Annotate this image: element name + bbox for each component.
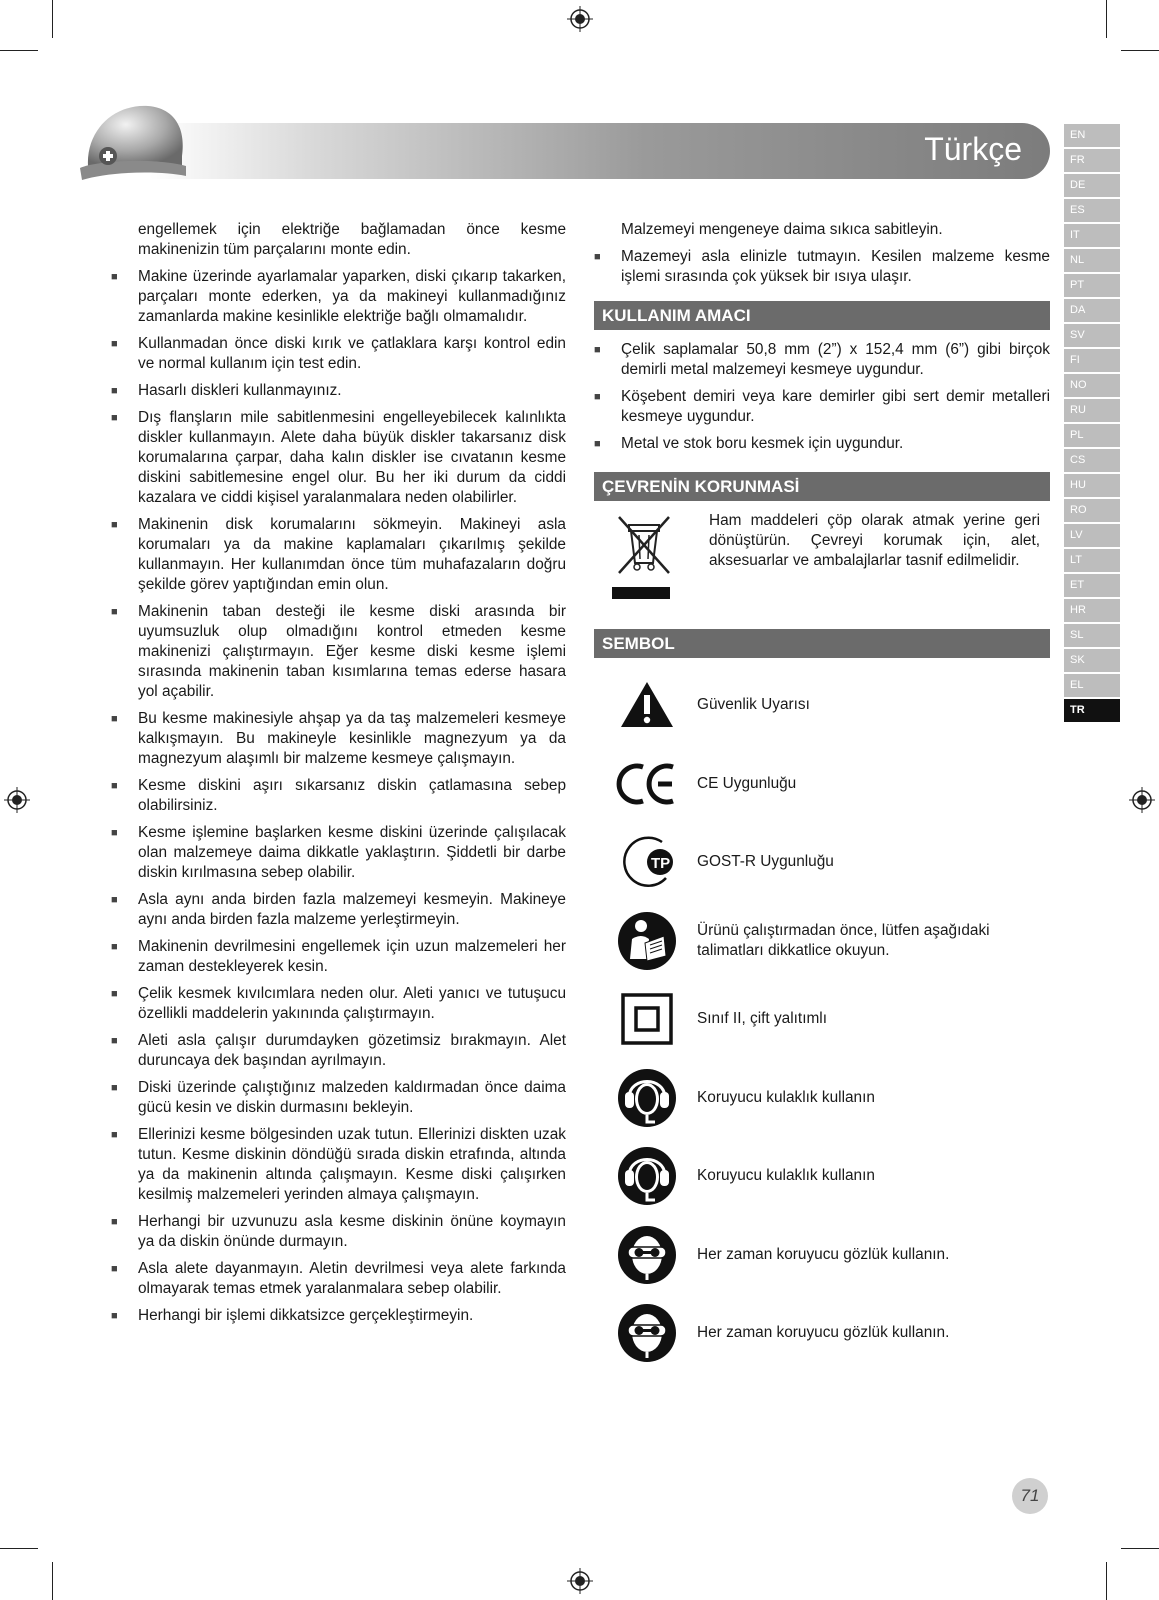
symbol-label: Koruyucu kulaklık kullanın bbox=[697, 1088, 875, 1106]
environment-block bbox=[594, 511, 1050, 607]
list-item: ■ Diski üzerinde çalıştığınız malzeden kaldırmadan önce daima gücü kesin ve diskin durmasını bekleyin. bbox=[111, 1078, 566, 1118]
symbol-list bbox=[594, 666, 1050, 1373]
symbol-row bbox=[594, 1216, 1050, 1295]
list-item: ■ Bu kesme makinesiyle ahşap ya da taş malzemeleri kesmeye kalkışmayın. Bu makineyle kesinlikle magnezyum ya da magnezyum alaşımlı bir malzeme kesmeye çalışmayın. bbox=[111, 709, 566, 769]
language-tab-pt[interactable]: PT bbox=[1064, 274, 1120, 297]
language-tab-tr[interactable]: TR bbox=[1064, 699, 1120, 722]
crop-mark bbox=[52, 0, 53, 38]
list-item: ■ Herhangi bir işlemi dikkatsizce gerçekleştirmeyin. bbox=[111, 1306, 566, 1326]
symbol-label: Sınıf II, çift yalıtımlı bbox=[697, 1010, 827, 1028]
usage-item: ■ Metal ve stok boru kesmek için uygundur. bbox=[594, 434, 1050, 454]
crop-mark bbox=[52, 1562, 53, 1600]
language-tab-hu[interactable]: HU bbox=[1064, 474, 1120, 497]
ear-protection-icon bbox=[612, 1063, 682, 1133]
symbol-label: CE Uygunluğu bbox=[697, 774, 797, 792]
list-item: ■ Makine üzerinde ayarlamalar yaparken, diski çıkarıp takarken, parçaları monte ederken, ya da makineyi kullanmadığınız zamanlarda makine kesinlikle elektriğe bağlı olmamalıdır. bbox=[111, 267, 566, 327]
symbol-row bbox=[594, 823, 1050, 902]
usage-heading: KULLANIM AMACI bbox=[594, 301, 1050, 330]
registration-mark-icon bbox=[1129, 787, 1155, 813]
weee-bin-icon bbox=[606, 511, 696, 607]
crop-mark bbox=[1121, 50, 1159, 51]
page-title: Türkçe bbox=[924, 131, 1022, 167]
language-tab-da[interactable]: DA bbox=[1064, 299, 1120, 322]
language-tab-et[interactable]: ET bbox=[1064, 574, 1120, 597]
symbol-label: GOST-R Uygunluğu bbox=[697, 853, 834, 871]
list-item: ■ Hasarlı diskleri kullanmayınız. bbox=[111, 381, 566, 401]
svg-text:ТР: ТР bbox=[651, 855, 671, 873]
symbol-row bbox=[594, 666, 1050, 745]
symbol-label: Koruyucu kulaklık kullanın bbox=[697, 1167, 875, 1185]
crop-mark bbox=[1106, 0, 1107, 38]
symbol-row bbox=[594, 745, 1050, 824]
symbol-row bbox=[594, 1137, 1050, 1216]
language-tab-en[interactable]: EN bbox=[1064, 124, 1120, 147]
language-tab-fi[interactable]: FI bbox=[1064, 349, 1120, 372]
list-item: ■ Makinenin taban desteği ile kesme diski arasında bir uyumsuzluk olup olmadığını kontrol etmeden kesme makinenizi çalıştırmayın. Eğer kesme diski kesme işlemi sırasında makinenin taban kısımlarına temas ederse hasara yol açabilir. bbox=[111, 602, 566, 702]
registration-mark-icon bbox=[567, 6, 593, 32]
left-column bbox=[111, 220, 566, 1333]
list-item: ■ Asla alete dayanmayın. Aletin devrilmesi veya alete farkında olmayarak temas etmek yaralanmalara sebep olabilir. bbox=[111, 1259, 566, 1299]
language-tab-no[interactable]: NO bbox=[1064, 374, 1120, 397]
list-item: ■ Çelik kesmek kıvılcımlara neden olur. Aleti yanıcı ve tutuşucu özellikli maddelerin yakınında çalıştırmayın. bbox=[111, 984, 566, 1024]
ear-protection-icon bbox=[612, 1141, 682, 1211]
language-tab-sk[interactable]: SK bbox=[1064, 649, 1120, 672]
list-item: ■ Kesme işlemine başlarken kesme diskini üzerinde çalışılacak olan malzemeye daima dikkatle yaklaştırın. Şiddetli bir darbe diskin kırılmasına sebep olabilir. bbox=[111, 823, 566, 883]
usage-item: ■ Köşebent demiri veya kare demirler gibi sert demir metalleri kesmeye uygundur. bbox=[594, 387, 1050, 427]
crop-mark bbox=[1121, 1548, 1159, 1549]
list-item: ■ Herhangi bir uzvunuzu asla kesme diskinin önüne koymayın ya da diskin önünde durmayın. bbox=[111, 1212, 566, 1252]
language-tab-fr[interactable]: FR bbox=[1064, 149, 1120, 172]
list-item: ■ Makinenin devrilmesini engellemek için uzun malzemeleri her zaman destekleyerek kesin. bbox=[111, 937, 566, 977]
right-column bbox=[594, 220, 1050, 1373]
crop-mark bbox=[0, 50, 38, 51]
list-item: ■ Ellerinizi kesme bölgesinden uzak tutun. Ellerinizi diskten uzak tutun. Kesme diskinin döndüğü sırada diskin etrafında, altında ya da makinenin altında çalışmayın. Kesme diski çalışırken kesilmiş malzemeleri yerinden almaya çalışmayın. bbox=[111, 1125, 566, 1205]
usage-item: ■ Çelik saplamalar 50,8 mm (2”) x 152,4 mm (6”) gibi birçok demirli metal malzemeyi kesmeye uygundur. bbox=[594, 340, 1050, 380]
list-item: engellemek için elektriğe bağlamadan önce kesme makinenizin tüm parçalarını monte edin. bbox=[138, 221, 566, 258]
list-item: ■ Makinenin disk korumalarını sökmeyin. Makineyi asla korumaları ya da makine kaplamaları çıkarılmış şekilde kullanmayın. Her kullanımdan önce tüm muhafazaların doğru şekilde görev yaptığından emin olun. bbox=[111, 515, 566, 595]
language-tab-hr[interactable]: HR bbox=[1064, 599, 1120, 622]
eye-protection-icon bbox=[612, 1298, 682, 1368]
language-tab-cs[interactable]: CS bbox=[1064, 449, 1120, 472]
registration-mark-icon bbox=[567, 1568, 593, 1594]
registration-mark-icon bbox=[4, 787, 30, 813]
list-item: ■ Asla aynı anda birden fazla malzemeyi kesmeyin. Makineye aynı anda birden fazla malzeme yerleştirmeyin. bbox=[111, 890, 566, 930]
language-tab-es[interactable]: ES bbox=[1064, 199, 1120, 222]
symbol-label: Güvenlik Uyarısı bbox=[697, 696, 810, 714]
symbol-label: Her zaman koruyucu gözlük kullanın. bbox=[697, 1324, 950, 1342]
list-item: ■ Dış flanşların mile sabitlenmesini engelleyebilecek kalınlıkta diskler kullanmayın. Alete daha büyük diskler takarsanız disk korumalarına çarpar, daha kalın diskler ise cıvatanın kesme diskini sabitlemesine engel olur. Bu her iki durum da ciddi kazalara ve ciddi kişisel yaralanmalara neden olabilirler. bbox=[111, 408, 566, 508]
symbol-row bbox=[594, 1059, 1050, 1138]
ce-mark-icon bbox=[612, 749, 682, 819]
read-manual-icon bbox=[612, 906, 682, 976]
language-tab-el[interactable]: EL bbox=[1064, 674, 1120, 697]
language-tab-lt[interactable]: LT bbox=[1064, 549, 1120, 572]
symbol-row bbox=[594, 902, 1050, 981]
warning-triangle-icon bbox=[612, 670, 682, 740]
symbol-label: Her zaman koruyucu gözlük kullanın. bbox=[697, 1245, 950, 1263]
list-item: ■ Mazemeyi asla elinizle tutmayın. Kesilen malzeme kesme işlemi sırasında çok yüksek bir ısıya ulaşır. bbox=[594, 247, 1050, 287]
language-tabs bbox=[1064, 124, 1120, 724]
list-item: ■ Kullanmadan önce diski kırık ve çatlaklara karşı kontrol edin ve normal kullanım için test edin. bbox=[111, 334, 566, 374]
language-tab-lv[interactable]: LV bbox=[1064, 524, 1120, 547]
eye-protection-icon bbox=[612, 1220, 682, 1290]
environment-heading: ÇEVRENİN KORUNMASİ bbox=[594, 472, 1050, 501]
header-banner bbox=[150, 123, 1050, 179]
language-tab-sl[interactable]: SL bbox=[1064, 624, 1120, 647]
helmet-icon bbox=[78, 96, 188, 188]
language-tab-nl[interactable]: NL bbox=[1064, 249, 1120, 272]
language-tab-ru[interactable]: RU bbox=[1064, 399, 1120, 422]
page-number: 71 bbox=[1012, 1478, 1048, 1514]
symbols-heading: SEMBOL bbox=[594, 629, 1050, 658]
list-item: ■ Aleti asla çalışır durumdayken gözetimsiz bırakmayın. Alet duruncaya dek başından ayrılmayın. bbox=[111, 1031, 566, 1071]
symbol-row bbox=[594, 980, 1050, 1059]
gost-r-mark-icon bbox=[612, 827, 682, 897]
list-item: ■ Kesme diskini aşırı sıkarsanız diskin çatlamasına sebep olabilirsiniz. bbox=[111, 776, 566, 816]
language-tab-pl[interactable]: PL bbox=[1064, 424, 1120, 447]
language-tab-it[interactable]: IT bbox=[1064, 224, 1120, 247]
language-tab-de[interactable]: DE bbox=[1064, 174, 1120, 197]
crop-mark bbox=[1106, 1562, 1107, 1600]
environment-text: Ham maddeleri çöp olarak atmak yerine geri dönüştürün. Çevreyi korumak için, alet, aksesuarlar ve ambalajlarlar tasnif edilmelidir. bbox=[709, 512, 1040, 569]
symbol-label: Ürünü çalıştırmadan önce, lütfen aşağıdaki talimatları dikkatlice okuyun. bbox=[697, 921, 990, 959]
crop-mark bbox=[0, 1548, 38, 1549]
language-tab-ro[interactable]: RO bbox=[1064, 499, 1120, 522]
language-tab-sv[interactable]: SV bbox=[1064, 324, 1120, 347]
class-two-insulation-icon bbox=[612, 984, 682, 1054]
list-item: Malzemeyi mengeneye daima sıkıca sabitleyin. bbox=[621, 221, 943, 238]
symbol-row bbox=[594, 1294, 1050, 1373]
